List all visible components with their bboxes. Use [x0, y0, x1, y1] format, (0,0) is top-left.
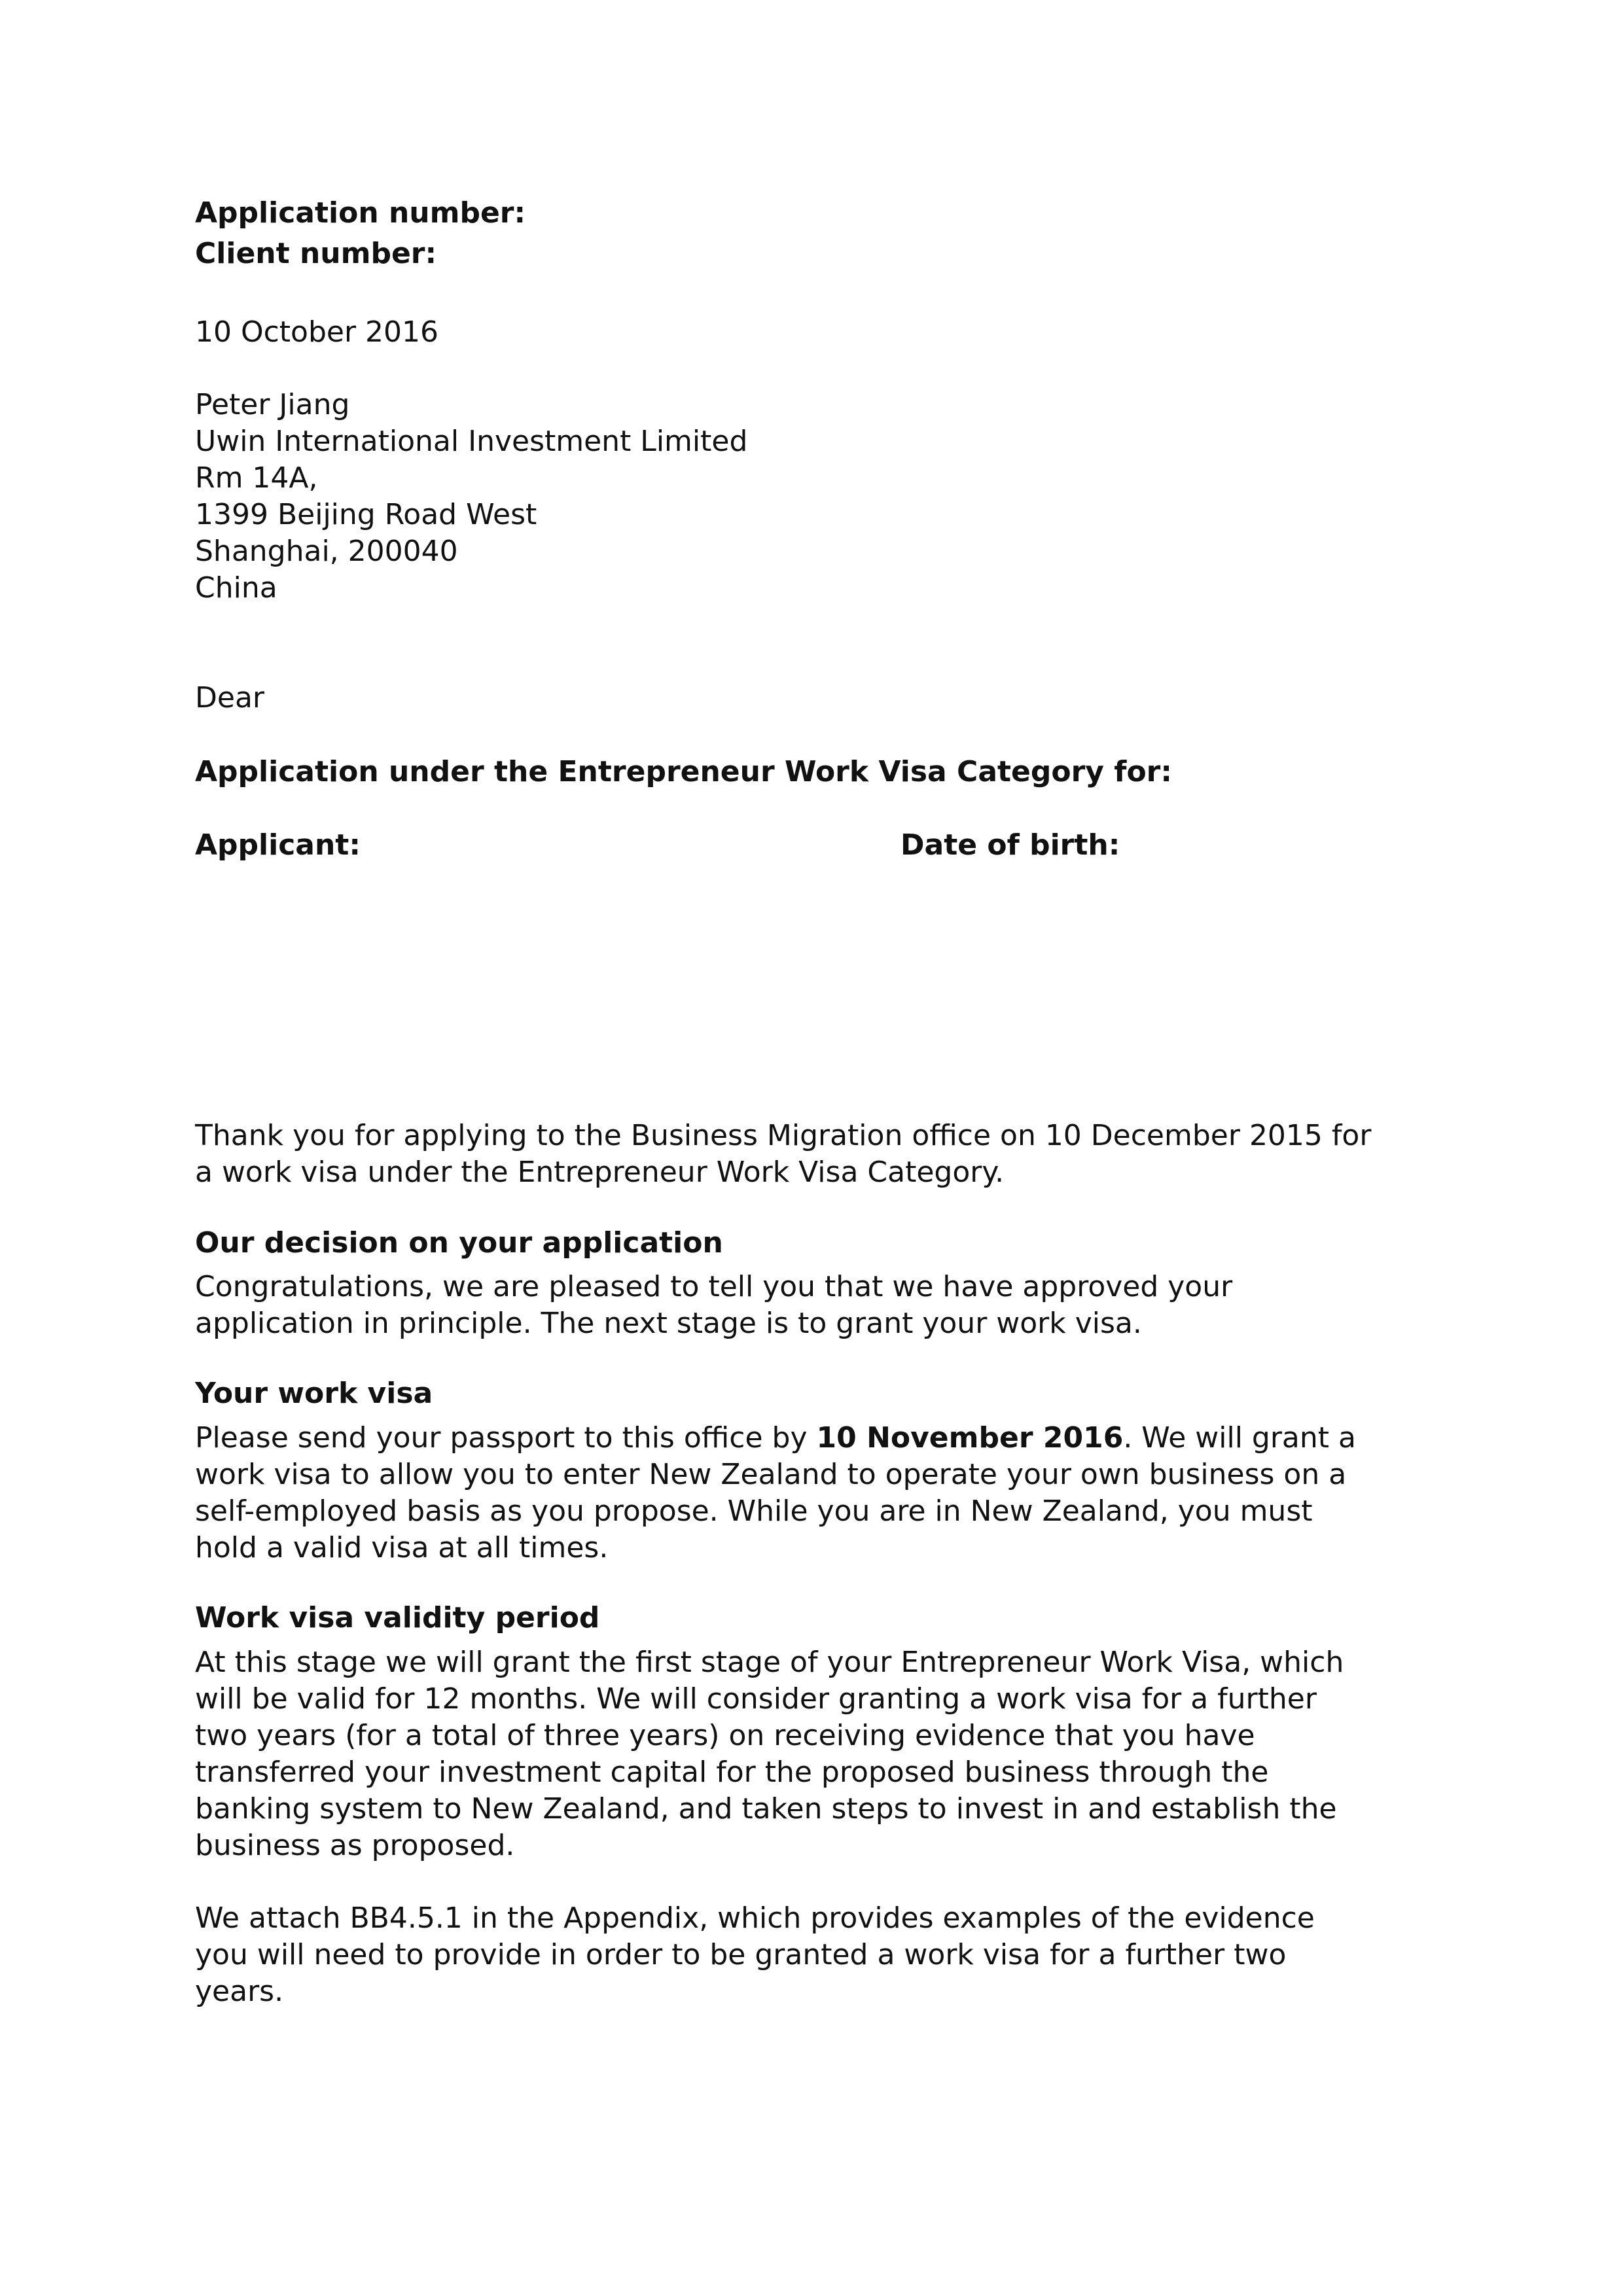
- work-visa-line-end: . We will grant a: [1123, 1421, 1356, 1455]
- work-visa-line: self-employed basis as you propose. While you are in New Zealand, you must: [195, 1494, 1313, 1528]
- work-visa-line: hold a valid visa at all times.: [195, 1531, 609, 1564]
- address-line: Rm 14A,: [195, 461, 318, 495]
- validity-line: will be valid for 12 months. We will consider granting a work visa for a further: [195, 1682, 1317, 1716]
- client-number-label: Client number:: [195, 237, 437, 270]
- validity-line: transferred your investment capital for the proposed business through the: [195, 1756, 1269, 1789]
- decision-heading: Our decision on your application: [195, 1226, 723, 1260]
- applicant-label: Applicant:: [195, 828, 361, 862]
- attachment-line: years.: [195, 1975, 284, 2008]
- address-line: 1399 Beijing Road West: [195, 498, 537, 531]
- work-visa-line: work visa to allow you to enter New Zealand to operate your own business on a: [195, 1458, 1347, 1491]
- salutation: Dear: [195, 681, 265, 715]
- work-visa-line: [195, 1420, 1356, 1457]
- passport-deadline: 10 November 2016: [816, 1421, 1124, 1455]
- validity-line: two years (for a total of three years) on receiving evidence that you have: [195, 1719, 1255, 1752]
- intro-line: Thank you for applying to the Business Migration office on 10 December 2015 for: [195, 1119, 1372, 1152]
- work-visa-line-start: Please send your passport to this office by: [195, 1421, 817, 1455]
- subject-line: Application under the Entrepreneur Work Visa Category for:: [195, 755, 1172, 788]
- letter-date: 10 October 2016: [195, 315, 439, 349]
- validity-line: At this stage we will grant the first stage of your Entrepreneur Work Visa, which: [195, 1646, 1344, 1679]
- attachment-line: you will need to provide in order to be granted a work visa for a further two: [195, 1938, 1287, 1971]
- attachment-line: We attach BB4.5.1 in the Appendix, which provides examples of the evidence: [195, 1901, 1315, 1935]
- address-line: Uwin International Investment Limited: [195, 425, 748, 458]
- address-line: Shanghai, 200040: [195, 535, 458, 568]
- validity-line: business as proposed.: [195, 1829, 515, 1862]
- address-line: China: [195, 571, 277, 605]
- validity-heading: Work visa validity period: [195, 1601, 600, 1634]
- intro-line: a work visa under the Entrepreneur Work Visa Category.: [195, 1156, 1005, 1189]
- decision-line: Congratulations, we are pleased to tell you that we have approved your: [195, 1270, 1233, 1303]
- validity-line: banking system to New Zealand, and taken steps to invest in and establish the: [195, 1792, 1337, 1826]
- decision-line: application in principle. The next stage is to grant your work visa.: [195, 1307, 1142, 1340]
- application-number-label: Application number:: [195, 196, 526, 230]
- date-of-birth-label: Date of birth:: [901, 828, 1120, 862]
- address-line: Peter Jiang: [195, 388, 350, 421]
- work-visa-heading: Your work visa: [195, 1377, 433, 1410]
